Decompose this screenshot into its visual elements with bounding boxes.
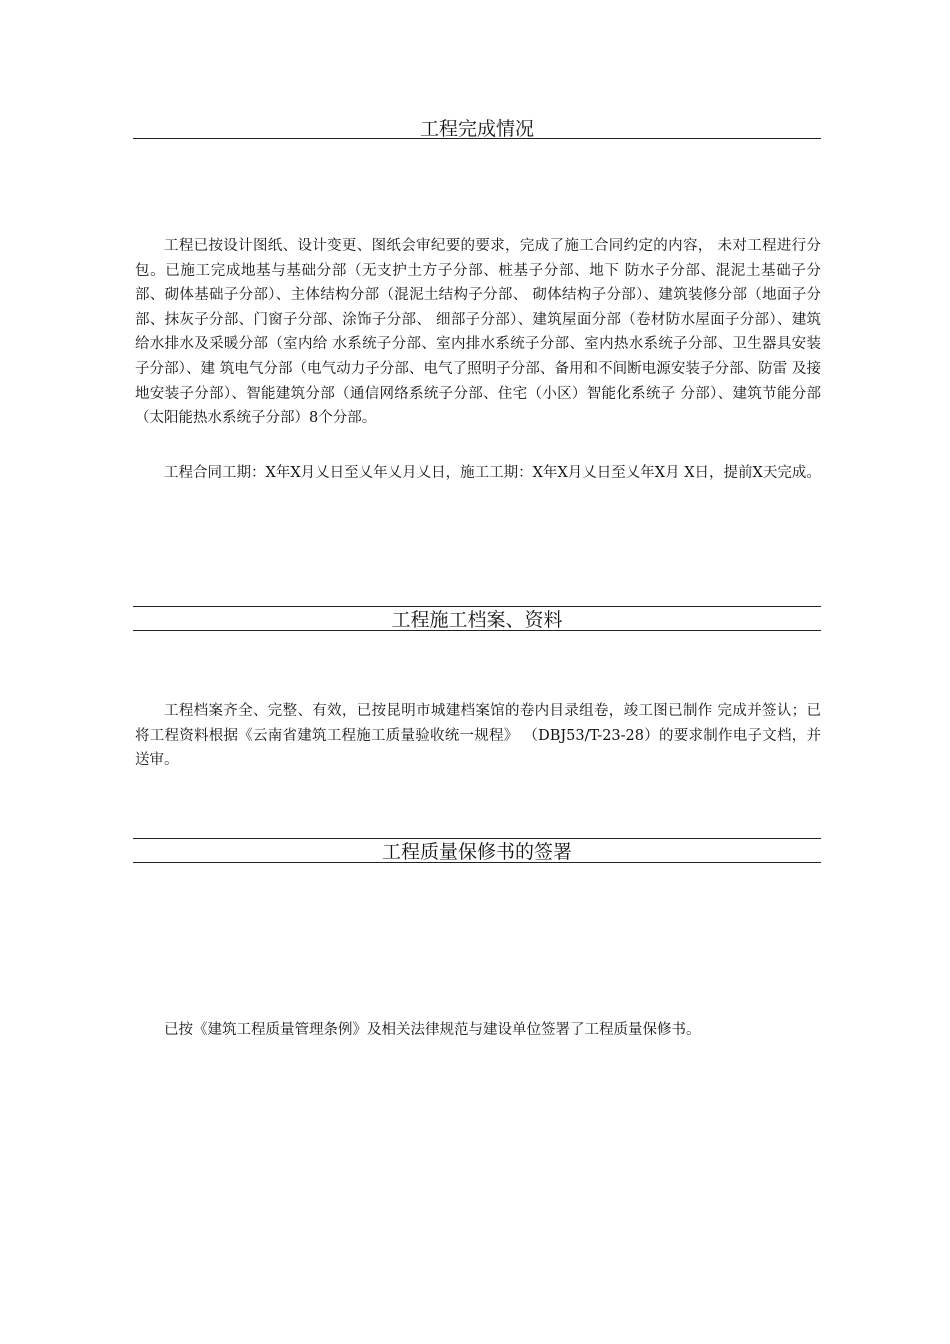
section-title-completion: 工程完成情况 [419, 118, 534, 140]
title-overline [133, 838, 821, 839]
title-underline [133, 630, 821, 631]
warranty-paragraph: 已按《建筑工程质量管理条例》及相关法律规范与建设单位签署了工程质量保修书。 [164, 1022, 701, 1038]
completion-paragraph: 工程已按设计图纸、设计变更、图纸会审纪要的要求，完成了施工合同约定的内容， 未对工程进行分包。已施工完成地基与基础分部（无支护土方子分部、桩基子分部、地下 防水子分部、混泥土基础子分部、砌体基础子分部）、主体结构分部（混泥土结构子分部、 砌体结构子分部）、建筑装修分部（地面子分部、抹灰子分部、门窗子分部、涂饰子分部、 细部子分部）、建筑屋面分部（卷材防水屋面子分部）、建筑给水排水及采暖分部（室内给 水系统子分部、室内排水系统子分部、室内热水系统子分部、卫生器具安装子分部）、建 筑电气分部（电气动力子分部、电气了照明子分部、备用和不间断电源安装子分部、防雷 及接地安装子分部）、智能建筑分部（通信网络系统子分部、住宅（小区）智能化系统子 分部）、建筑节能分部（太阳能热水系统子分部）8个分部。 [135, 238, 821, 427]
section-title-warranty: 工程质量保修书的签署 [381, 841, 572, 863]
section-title-archives: 工程施工档案、资料 [391, 609, 563, 631]
schedule-paragraph: 工程合同工期：X年X月乂日至乂年乂月乂日，施工工期：X年X月乂日至乂年X月 X日，提前X天完成。 [164, 465, 821, 481]
title-overline [133, 606, 821, 607]
archives-paragraph: 工程档案齐全、完整、有效，已按昆明市城建档案馆的卷内目录组卷，竣工图已制作 完成并签认；已将工程资料根据《云南省建筑工程施工质量验收统一规程》 （DBJ53/T-23-28）的要求制作电子文档，并送审。 [135, 703, 821, 769]
title-underline [133, 138, 821, 139]
title-underline [133, 862, 821, 863]
